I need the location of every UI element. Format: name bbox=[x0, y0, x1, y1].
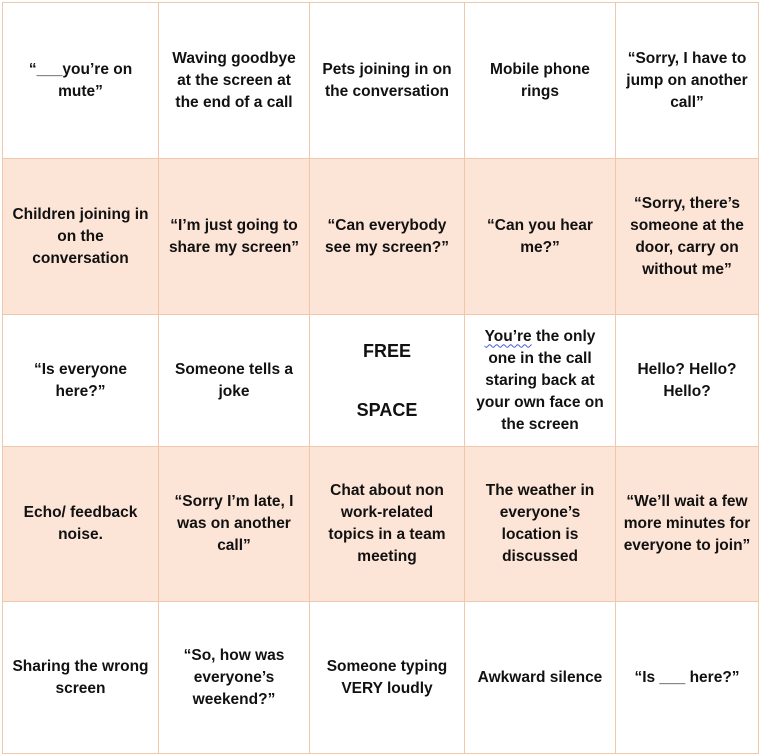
bingo-cell[interactable]: The weather in everyone’s location is discussed bbox=[465, 447, 616, 602]
bingo-cell[interactable]: Someone tells a joke bbox=[159, 315, 310, 447]
bingo-row-3 bbox=[3, 315, 759, 447]
free-space-line-1: FREE bbox=[362, 341, 411, 361]
bingo-cell[interactable]: “We’ll wait a few more minutes for everyone to join” bbox=[616, 447, 759, 602]
bingo-board bbox=[2, 2, 759, 754]
bingo-cell[interactable]: “Sorry, there’s someone at the door, carry on without me” bbox=[616, 159, 759, 315]
bingo-cell[interactable]: Pets joining in on the conversation bbox=[310, 3, 465, 159]
free-space-cell[interactable] bbox=[310, 315, 465, 447]
free-space-line-2: SPACE bbox=[356, 400, 418, 420]
bingo-cell[interactable]: “So, how was everyone’s weekend?” bbox=[159, 602, 310, 754]
bingo-cell-text: the only one in the call staring back at your own face on the screen bbox=[476, 327, 604, 433]
bingo-cell[interactable]: “Is everyone here?” bbox=[3, 315, 159, 447]
bingo-cell[interactable]: Sharing the wrong screen bbox=[3, 602, 159, 754]
bingo-row-1 bbox=[3, 3, 759, 159]
bingo-cell[interactable]: “___you’re on mute” bbox=[3, 3, 159, 159]
bingo-cell[interactable]: “Can you hear me?” bbox=[465, 159, 616, 315]
bingo-cell[interactable]: “Sorry, I have to jump on another call” bbox=[616, 3, 759, 159]
bingo-cell[interactable]: Awkward silence bbox=[465, 602, 616, 754]
bingo-cell[interactable] bbox=[465, 315, 616, 447]
bingo-row-5 bbox=[3, 602, 759, 754]
spellcheck-word: You’re bbox=[484, 327, 532, 345]
bingo-cell[interactable]: Echo/ feedback noise. bbox=[3, 447, 159, 602]
bingo-cell[interactable]: Children joining in on the conversation bbox=[3, 159, 159, 315]
bingo-cell[interactable]: “Is ___ here?” bbox=[616, 602, 759, 754]
bingo-row-2 bbox=[3, 159, 759, 315]
bingo-cell[interactable]: Hello? Hello? Hello? bbox=[616, 315, 759, 447]
bingo-cell[interactable]: Chat about non work-related topics in a team meeting bbox=[310, 447, 465, 602]
bingo-cell[interactable]: “I’m just going to share my screen” bbox=[159, 159, 310, 315]
bingo-cell[interactable]: Waving goodbye at the screen at the end of a call bbox=[159, 3, 310, 159]
bingo-row-4 bbox=[3, 447, 759, 602]
bingo-cell[interactable]: “Can everybody see my screen?” bbox=[310, 159, 465, 315]
bingo-cell[interactable]: “Sorry I’m late, I was on another call” bbox=[159, 447, 310, 602]
bingo-cell[interactable]: Mobile phone rings bbox=[465, 3, 616, 159]
bingo-cell[interactable]: Someone typing VERY loudly bbox=[310, 602, 465, 754]
